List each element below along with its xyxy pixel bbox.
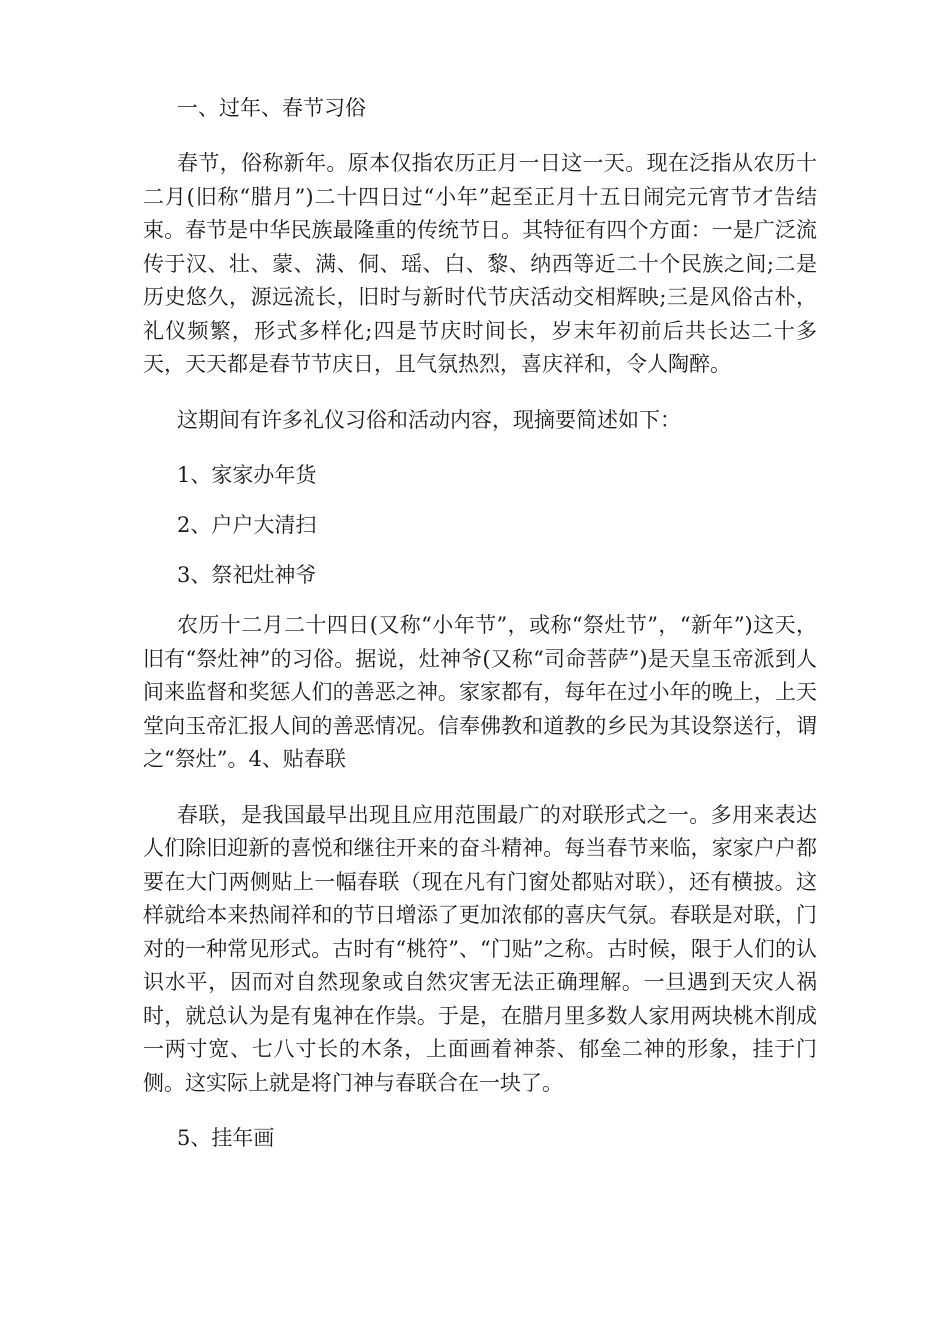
list-item-kitchen-god: 3、祭祀灶神爷 — [177, 563, 317, 587]
list-item-cleaning: 2、户户大清扫 — [177, 513, 317, 537]
paragraph-spring-festival-intro: 春节，俗称新年。原本仅指农历正月一日这一天。现在泛指从农历十二月(旧称“腊月”)二十四日过“小年”起至正月十五日闹完元宵节才告结束。春节是中华民族最隆重的传统节日。其特征有四个方面：一是广泛流传于汉、壮、蒙、满、侗、瑶、白、黎、纳西等近二十个民族之间;二是历史悠久，源远流长，旧时与新时代节庆活动交相辉映;三是风俗古朴，礼仪频繁，形式多样化;四是节庆时间长，岁末年初前后共长达二十多天，天天都是春节节庆日，且气氛热烈，喜庆祥和，令人陶醉。 — [143, 151, 817, 376]
document-body — [143, 92, 817, 1172]
paragraph-kitchen-god: 农历十二月二十四日(又称“小年节”，或称“祭灶节”，“新年”)这天，旧有“祭灶神”的习俗。据说，灶神爷(又称“司命菩萨”)是天皇玉帝派到人间来监督和奖惩人们的善恶之神。家家都有，每年在过小年的晚上，上天堂向玉帝汇报人间的善恶情况。信奉佛教和道教的乡民为其设祭送行，谓之“祭灶”。4、贴春联 — [143, 613, 817, 771]
section-heading: 一、过年、春节习俗 — [177, 96, 366, 120]
list-item-new-year-goods: 1、家家办年货 — [177, 463, 317, 487]
paragraph-spring-couplets: 春联，是我国最早出现且应用范围最广的对联形式之一。多用来表达人们除旧迎新的喜悦和继往开来的奋斗精神。每当春节来临，家家户户都要在大门两侧贴上一幅春联（现在凡有门窗处都贴对联），还有横披。这样就给本来热闹祥和的节日增添了更加浓郁的喜庆气氛。春联是对联，门对的一种常见形式。古时有“桃符”、“门贴”之称。古时候，限于人们的认识水平，因而对自然现象或自然灾害无法正确理解。一旦遇到天灾人祸时，就总认为是有鬼神在作祟。于是，在腊月里多数人家用两块桃木削成一两寸宽、七八寸长的木条，上面画着神荼、郁垒二神的形象，挂于门侧。这实际上就是将门神与春联合在一块了。 — [143, 802, 817, 1095]
paragraph-customs-summary: 这期间有许多礼仪习俗和活动内容，现摘要简述如下： — [177, 407, 681, 432]
list-item-new-year-paintings: 5、挂年画 — [177, 1126, 275, 1150]
